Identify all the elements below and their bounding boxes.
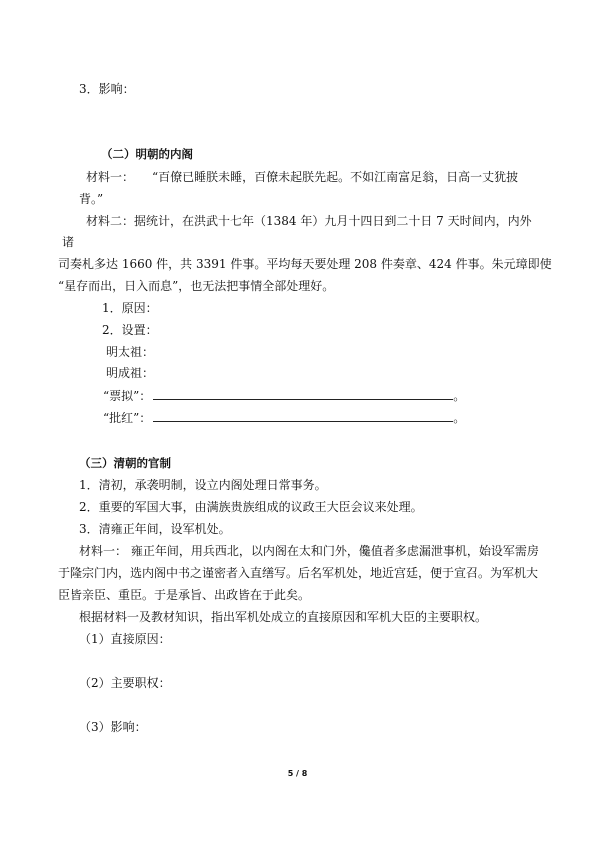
pihong-label: “批红”： <box>103 411 152 425</box>
material-2-line-2: 诸 <box>62 235 75 249</box>
question-direct-reason: （1）直接原因： <box>79 632 171 646</box>
section-heading-ming-cabinet: （二）明朝的内阁 <box>101 147 193 161</box>
pihong-answer-blank[interactable] <box>153 409 453 422</box>
qing-item-2: 2．重要的军国大事，由满族贵族组成的议政王大臣会议来处理。 <box>79 500 423 514</box>
material-1-line-1: 材料一： “百僚已睡朕未睡，百僚未起朕先起。不如江南富足翁，日高一丈犹披 <box>86 170 519 184</box>
material-2-line-4: “星存而出，日入而息”，也无法把事情全部处理好。 <box>58 279 335 293</box>
pihong-row <box>103 409 465 426</box>
item-3-impact: 3．影响： <box>79 82 135 96</box>
qing-item-3: 3．清雍正年间，设军机处。 <box>79 522 231 536</box>
material-2-line-3: 司奏札多达 1660 件，共 3391 件事。平均每天要处理 208 件奏章、424 件事。朱元璋即使 <box>58 257 552 271</box>
material-2-line-1: 材料二：据统计，在洪武十七年（1384 年）九月十四日到二十日 7 天时间内，内外 <box>86 214 532 228</box>
piaoni-end-mark: 。 <box>453 389 466 403</box>
qing-instruction: 根据材料一及教材知识，指出军机处成立的直接原因和军机大臣的主要职权。 <box>79 610 488 624</box>
question-impact: （3）影响： <box>79 720 147 734</box>
ming-taizu-label: 明太祖： <box>106 345 155 359</box>
page-number: 5 / 8 <box>287 769 308 778</box>
qing-material-1-line-2: 于隆宗门内，选内阁中书之谨密者入直缮写。后名军机处，地近宫廷，便于宣召。为军机大 <box>58 566 539 580</box>
pihong-end-mark: 。 <box>453 411 466 425</box>
ming-chengzu-label: 明成祖： <box>106 366 155 380</box>
question-reason: 1．原因： <box>102 301 158 315</box>
piaoni-row <box>103 387 465 404</box>
qing-item-1: 1．清初，承袭明制，设立内阁处理日常事务。 <box>79 478 327 492</box>
qing-material-1-line-3: 臣皆亲臣、重臣。于是承旨、出政皆在于此矣。 <box>58 588 311 602</box>
material-1-line-2: 背。” <box>79 192 104 206</box>
section-heading-qing-system: （三）清朝的官制 <box>79 456 171 470</box>
piaoni-answer-blank[interactable] <box>153 387 453 400</box>
question-setup: 2．设置： <box>102 323 158 337</box>
qing-material-1-line-1: 材料一： 雍正年间，用兵西北，以内阁在太和门外，儳值者多虑漏泄事机，始设军需房 <box>79 544 539 558</box>
question-main-powers: （2）主要职权： <box>79 676 171 690</box>
piaoni-label: “票拟”： <box>103 389 152 403</box>
